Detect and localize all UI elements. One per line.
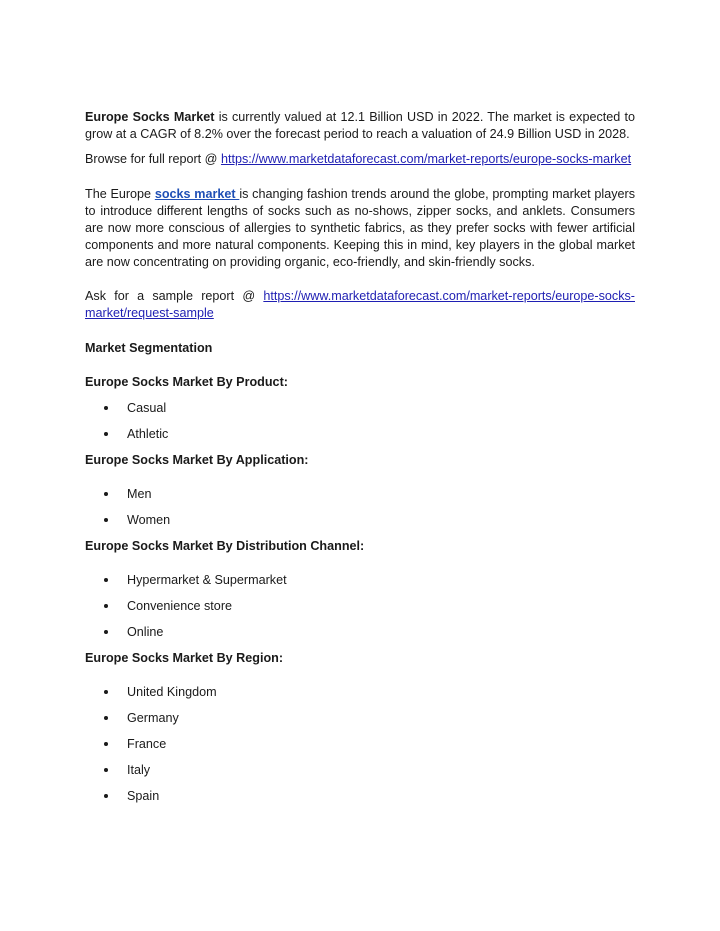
bullet-icon — [104, 716, 108, 720]
bullet-icon — [104, 518, 108, 522]
sample-paragraph — [85, 288, 635, 322]
list-item-label: Men — [127, 487, 152, 501]
section-heading-application: Europe Socks Market By Application: — [85, 453, 309, 467]
list-item — [85, 572, 635, 598]
bullet-icon — [104, 432, 108, 436]
list-item — [85, 736, 635, 762]
body-paragraph — [85, 186, 635, 271]
bullet-icon — [104, 604, 108, 608]
body-suffix: is changing fashion trends around the globe, prompting market players to introduce different lengths of socks such as no-shows, zipper socks, and anklets. Consumers are now more conscious of allergies to synthetic fabrics, as they prefer socks with fewer artificial components and more natural components. Keeping this in mind, key players in the global market are now concentrating on providing organic, eco-friendly, and skin-friendly socks. — [85, 187, 635, 269]
list-item-label: France — [127, 737, 167, 751]
bullet-icon — [104, 742, 108, 746]
list-item-label: Italy — [127, 763, 151, 777]
intro-paragraph — [85, 109, 635, 143]
list-item-label: Women — [127, 513, 171, 527]
list-item-label: Germany — [127, 711, 179, 725]
body-prefix: The Europe — [85, 187, 155, 201]
list-item-label: Athletic — [127, 427, 169, 441]
browse-label: Browse for full report @ — [85, 152, 221, 166]
bullet-icon — [104, 630, 108, 634]
product-list — [85, 400, 635, 452]
intro-text: is currently valued at 12.1 Billion USD in 2022. The market is expected to grow at a CAGR of 8.2% over the forecast period to reach a valuation of 24.9 Billion USD in 2028. — [85, 110, 635, 141]
browse-paragraph — [85, 151, 635, 168]
list-item — [85, 598, 635, 624]
segmentation-heading: Market Segmentation — [85, 341, 213, 355]
bullet-icon — [104, 690, 108, 694]
list-item-label: Convenience store — [127, 599, 233, 613]
region-list — [85, 684, 635, 814]
list-item-label: Online — [127, 625, 164, 639]
list-item-label: United Kingdom — [127, 685, 217, 699]
list-item — [85, 400, 635, 426]
distribution-list — [85, 572, 635, 650]
list-item — [85, 624, 635, 650]
list-item — [85, 512, 635, 538]
sample-report-link[interactable]: https://www.marketdataforecast.com/market-reports/europe-socks-market/request-sample — [85, 289, 635, 320]
bullet-icon — [104, 406, 108, 410]
list-item-label: Casual — [127, 401, 167, 415]
section-heading-region: Europe Socks Market By Region: — [85, 651, 284, 665]
sample-label: Ask for a sample report @ — [85, 289, 264, 303]
bullet-icon — [104, 794, 108, 798]
list-item — [85, 788, 635, 814]
application-list — [85, 486, 635, 538]
bullet-icon — [104, 768, 108, 772]
list-item — [85, 486, 635, 512]
list-item — [85, 762, 635, 788]
list-item — [85, 684, 635, 710]
full-report-link[interactable]: https://www.marketdataforecast.com/market-reports/europe-socks-market — [220, 152, 632, 166]
section-heading-distribution: Europe Socks Market By Distribution Channel: — [85, 539, 365, 553]
bullet-icon — [104, 492, 108, 496]
bullet-icon — [104, 578, 108, 582]
list-item — [85, 710, 635, 736]
document-content — [85, 109, 635, 814]
list-item-label: Hypermarket & Supermarket — [127, 573, 287, 587]
list-item — [85, 426, 635, 452]
section-heading-product: Europe Socks Market By Product: — [85, 375, 288, 389]
intro-bold-title: Europe Socks Market — [85, 110, 215, 124]
list-item-label: Spain — [127, 789, 160, 803]
socks-market-link[interactable]: socks market — [154, 187, 240, 201]
